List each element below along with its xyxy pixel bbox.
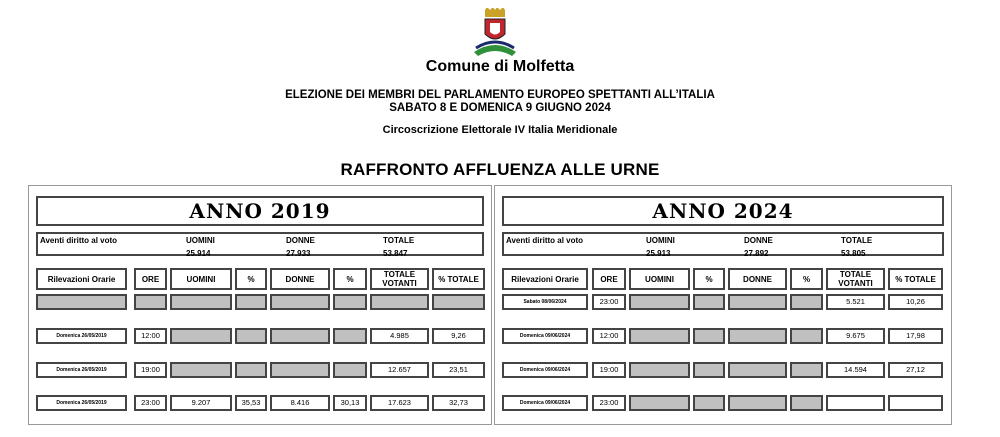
date-cell: Domenica 26/05/2019 bbox=[36, 395, 127, 411]
panel-2024 bbox=[494, 185, 952, 425]
women-pct-cell bbox=[333, 362, 367, 378]
women-pct-cell bbox=[790, 395, 823, 411]
men-cell bbox=[170, 294, 232, 310]
men-cell bbox=[629, 395, 690, 411]
eligible-women-value: 27.933 bbox=[286, 249, 311, 258]
women-pct-cell bbox=[790, 362, 823, 378]
men-pct-cell: 35,53 bbox=[235, 395, 267, 411]
column-header-rilevazioni: Rilevazioni Orarie bbox=[36, 268, 127, 290]
women-cell: 8.416 bbox=[270, 395, 330, 411]
column-header-pct: % bbox=[235, 268, 267, 290]
total-voters-cell: 5.521 bbox=[826, 294, 885, 310]
hour-cell: 23:00 bbox=[134, 395, 167, 411]
women-pct-cell: 30,13 bbox=[333, 395, 367, 411]
total-voters-cell bbox=[370, 294, 429, 310]
eligible-men-label: UOMINI bbox=[186, 236, 215, 245]
column-header-donne: DONNE bbox=[270, 268, 330, 290]
column-header-pct-totale: % TOTALE bbox=[432, 268, 485, 290]
eligible-women-label: DONNE bbox=[744, 236, 773, 245]
column-header-totale-votanti: TOTALE VOTANTI bbox=[370, 268, 429, 290]
total-voters-cell: 12.657 bbox=[370, 362, 429, 378]
column-header-donne: DONNE bbox=[728, 268, 787, 290]
men-pct-cell bbox=[693, 362, 725, 378]
column-header-uomini: UOMINI bbox=[170, 268, 232, 290]
total-voters-cell: 14.594 bbox=[826, 362, 885, 378]
eligible-total-value: 53.847 bbox=[383, 249, 408, 258]
comune-crest-icon bbox=[466, 8, 524, 58]
column-header-pct-totale: % TOTALE bbox=[888, 268, 943, 290]
men-cell bbox=[170, 362, 232, 378]
hour-cell: 23:00 bbox=[592, 294, 626, 310]
eligible-men-value: 25.914 bbox=[186, 249, 211, 258]
men-pct-cell bbox=[693, 328, 725, 344]
total-pct-cell: 17,98 bbox=[888, 328, 943, 344]
eligible-total-label: TOTALE bbox=[841, 236, 873, 245]
men-cell bbox=[629, 294, 690, 310]
total-voters-cell: 4.985 bbox=[370, 328, 429, 344]
eligible-voters-label: Aventi diritto al voto bbox=[40, 236, 118, 245]
date-cell: Domenica 26/05/2019 bbox=[36, 328, 127, 344]
men-cell bbox=[629, 328, 690, 344]
circoscrizione-label: Circoscrizione Elettorale IV Italia Meridionale bbox=[382, 124, 618, 136]
total-pct-cell: 32,73 bbox=[432, 395, 485, 411]
election-title bbox=[0, 89, 1000, 115]
hour-cell bbox=[134, 294, 167, 310]
women-cell bbox=[270, 328, 330, 344]
date-cell: Domenica 09/06/2024 bbox=[502, 328, 588, 344]
men-pct-cell bbox=[693, 294, 725, 310]
eligible-total-label: TOTALE bbox=[383, 236, 415, 245]
column-header-uomini: UOMINI bbox=[629, 268, 690, 290]
election-title-line1: ELEZIONE DEI MEMBRI DEL PARLAMENTO EUROPEO SPETTANTI ALL’ITALIA bbox=[285, 89, 715, 101]
year-heading: ANNO 2019 bbox=[36, 196, 484, 226]
women-cell bbox=[270, 362, 330, 378]
column-header-rilevazioni: Rilevazioni Orarie bbox=[502, 268, 588, 290]
women-pct-cell bbox=[790, 328, 823, 344]
hour-cell: 19:00 bbox=[592, 362, 626, 378]
total-voters-cell bbox=[826, 395, 885, 411]
women-cell bbox=[728, 328, 787, 344]
hour-cell: 19:00 bbox=[134, 362, 167, 378]
eligible-voters-box bbox=[502, 232, 944, 256]
column-header-pct: % bbox=[693, 268, 725, 290]
total-pct-cell: 23,51 bbox=[432, 362, 485, 378]
date-cell: Sabato 08/06/2024 bbox=[502, 294, 588, 310]
eligible-women-value: 27.892 bbox=[744, 249, 769, 258]
women-pct-cell bbox=[333, 328, 367, 344]
total-pct-cell bbox=[432, 294, 485, 310]
women-cell bbox=[728, 294, 787, 310]
column-header-totale-votanti: TOTALE VOTANTI bbox=[826, 268, 885, 290]
men-pct-cell bbox=[235, 328, 267, 344]
date-cell: Domenica 09/06/2024 bbox=[502, 362, 588, 378]
eligible-men-value: 25.913 bbox=[646, 249, 671, 258]
hour-cell: 23:00 bbox=[592, 395, 626, 411]
eligible-voters-label: Aventi diritto al voto bbox=[506, 236, 584, 245]
total-voters-cell: 9.675 bbox=[826, 328, 885, 344]
women-cell bbox=[270, 294, 330, 310]
women-cell bbox=[728, 395, 787, 411]
total-pct-cell: 9,26 bbox=[432, 328, 485, 344]
column-header-pct2: % bbox=[790, 268, 823, 290]
panel-2019 bbox=[28, 185, 492, 425]
men-cell: 9.207 bbox=[170, 395, 232, 411]
men-cell bbox=[629, 362, 690, 378]
women-pct-cell bbox=[333, 294, 367, 310]
hour-cell: 12:00 bbox=[134, 328, 167, 344]
election-title-line2: SABATO 8 E DOMENICA 9 GIUGNO 2024 bbox=[389, 102, 611, 114]
total-pct-cell: 27,12 bbox=[888, 362, 943, 378]
column-header-ore: ORE bbox=[134, 268, 167, 290]
men-pct-cell bbox=[693, 395, 725, 411]
women-cell bbox=[728, 362, 787, 378]
eligible-total-value: 53.805 bbox=[841, 249, 866, 258]
date-cell bbox=[36, 294, 127, 310]
year-heading: ANNO 2024 bbox=[502, 196, 944, 226]
date-cell: Domenica 09/06/2024 bbox=[502, 395, 588, 411]
date-cell: Domenica 26/05/2019 bbox=[36, 362, 127, 378]
women-pct-cell bbox=[790, 294, 823, 310]
men-cell bbox=[170, 328, 232, 344]
column-header-ore: ORE bbox=[592, 268, 626, 290]
eligible-women-label: DONNE bbox=[286, 236, 315, 245]
men-pct-cell bbox=[235, 294, 267, 310]
total-pct-cell: 10,26 bbox=[888, 294, 943, 310]
eligible-voters-box bbox=[36, 232, 484, 256]
eligible-men-label: UOMINI bbox=[646, 236, 675, 245]
men-pct-cell bbox=[235, 362, 267, 378]
comparison-title: RAFFRONTO AFFLUENZA ALLE URNE bbox=[340, 160, 660, 179]
total-voters-cell: 17.623 bbox=[370, 395, 429, 411]
column-header-pct2: % bbox=[333, 268, 367, 290]
comune-title: Comune di Molfetta bbox=[425, 58, 575, 75]
hour-cell: 12:00 bbox=[592, 328, 626, 344]
total-pct-cell bbox=[888, 395, 943, 411]
